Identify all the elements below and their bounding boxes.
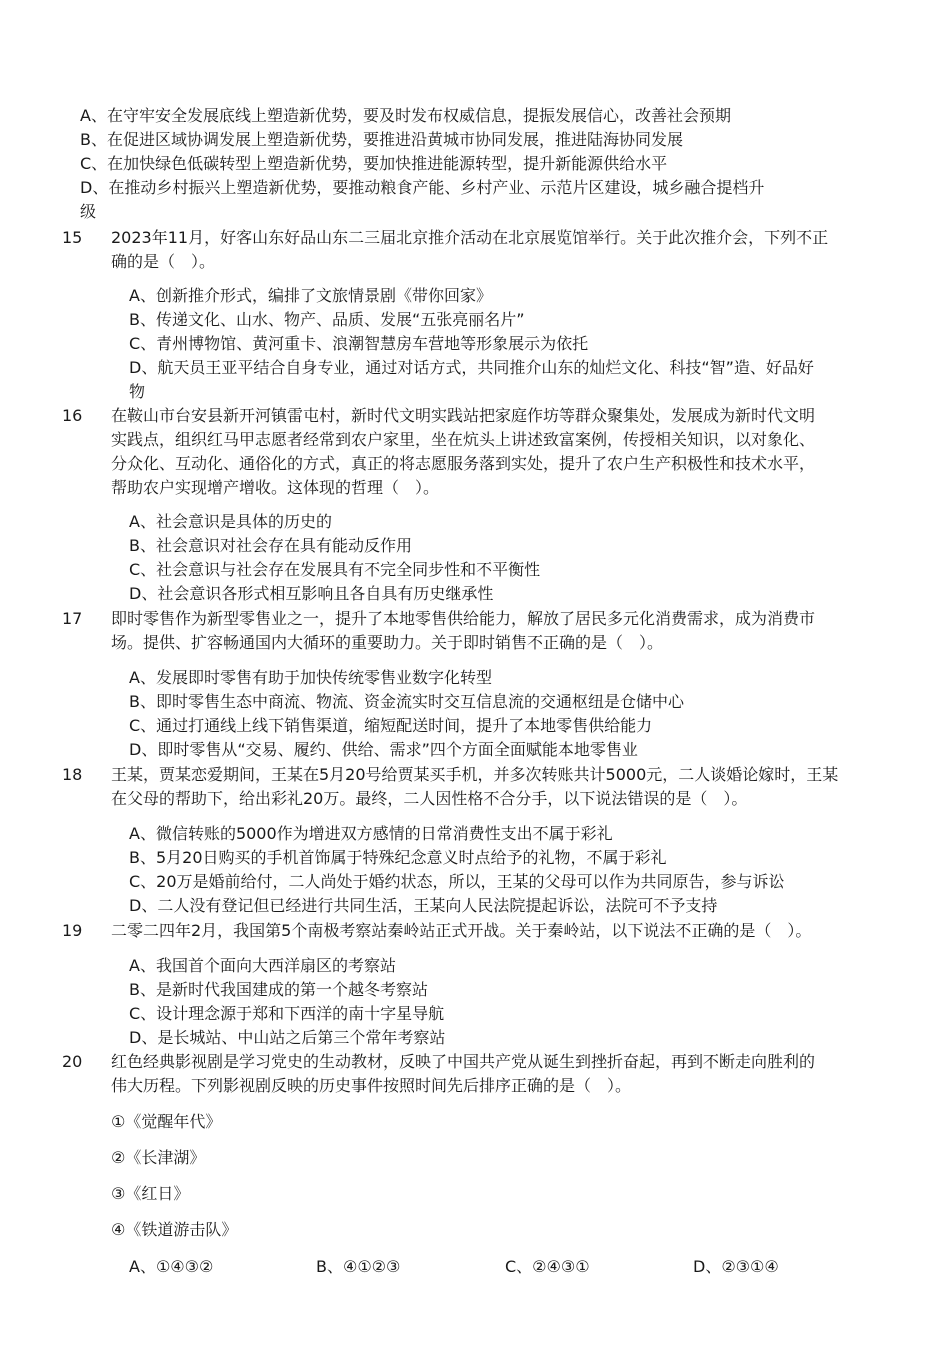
q15-option-d[interactable]: D、航天员王亚平结合自身专业，通过对话方式，共同推介山东的灿烂文化、科技“智”造、好品好 xyxy=(129,358,814,377)
q16-option-c[interactable]: C、社会意识与社会存在发展具有不完全同步性和不平衡性 xyxy=(129,560,541,579)
question-17-stem-line-1: 即时零售作为新型零售业之一，提升了本地零售供给能力，解放了居民多元化消费需求，成为消费市 xyxy=(111,609,816,628)
question-number-16: 16 xyxy=(62,406,83,425)
question-17-stem-line-2: 场。提供、扩容畅通国内大循环的重要助力。关于即时销售不正确的是（ ）。 xyxy=(111,633,664,652)
q18-option-b[interactable]: B、5月20日购买的手机首饰属于特殊纪念意义时点给予的礼物，不属于彩礼 xyxy=(129,848,667,867)
q15-option-c[interactable]: C、青州博物馆、黄河重卡、浪潮智慧房车营地等形象展示为依托 xyxy=(129,334,589,353)
q14-option-b[interactable]: B、在促进区域协调发展上塑造新优势，要推进沿黄城市协同发展，推进陆海协同发展 xyxy=(80,130,683,149)
q20-item-4: ④《铁道游击队》 xyxy=(111,1220,238,1239)
question-number-20: 20 xyxy=(62,1052,83,1071)
question-number-15: 15 xyxy=(62,228,83,247)
question-number-17: 17 xyxy=(62,609,83,628)
question-16-stem-line-2: 实践点，组织红马甲志愿者经常到农户家里，坐在炕头上讲述致富案例，传授相关知识，以对象化、 xyxy=(111,430,816,449)
q20-item-1: ①《觉醒年代》 xyxy=(111,1112,222,1131)
question-15-stem-line-2: 确的是（ ）。 xyxy=(111,252,216,271)
q16-option-a[interactable]: A、社会意识是具体的历史的 xyxy=(129,512,332,531)
q19-option-d[interactable]: D、是长城站、中山站之后第三个常年考察站 xyxy=(129,1028,446,1047)
q15-option-b[interactable]: B、传递文化、山水、物产、品质、发展“五张亮丽名片” xyxy=(129,310,525,329)
q18-option-d[interactable]: D、二人没有登记但已经进行共同生活，王某向人民法院提起诉讼，法院可不予支持 xyxy=(129,896,718,915)
q19-option-b[interactable]: B、是新时代我国建成的第一个越冬考察站 xyxy=(129,980,428,999)
q18-option-c[interactable]: C、20万是婚前给付，二人尚处于婚约状态，所以，王某的父母可以作为共同原告，参与诉讼 xyxy=(129,872,785,891)
q20-item-3: ③《红日》 xyxy=(111,1184,190,1203)
q16-option-d[interactable]: D、社会意识各形式相互影响且各自具有历史继承性 xyxy=(129,584,494,603)
q18-option-a[interactable]: A、微信转账的5000作为增进双方感情的日常消费性支出不属于彩礼 xyxy=(129,824,613,843)
question-number-18: 18 xyxy=(62,765,83,784)
q16-option-b[interactable]: B、社会意识对社会存在具有能动反作用 xyxy=(129,536,412,555)
q20-option-b[interactable]: B、④①②③ xyxy=(316,1257,401,1276)
question-15-stem-line-1: 2023年11月，好客山东好品山东二三届北京推介活动在北京展览馆举行。关于此次推介会，下列不正 xyxy=(111,228,829,247)
question-number-19: 19 xyxy=(62,921,83,940)
q17-option-c[interactable]: C、通过打通线上线下销售渠道，缩短配送时间，提升了本地零售供给能力 xyxy=(129,716,653,735)
q20-option-d[interactable]: D、②③①④ xyxy=(693,1257,779,1276)
q17-option-b[interactable]: B、即时零售生态中商流、物流、资金流实时交互信息流的交通枢纽是仓储中心 xyxy=(129,692,684,711)
question-16-stem-line-1: 在鞍山市台安县新开河镇雷屯村，新时代文明实践站把家庭作坊等群众聚集处，发展成为新时代文明 xyxy=(111,406,816,425)
q15-option-d-continued: 物 xyxy=(129,382,146,401)
q17-option-d[interactable]: D、即时零售从“交易、履约、供给、需求”四个方面全面赋能本地零售业 xyxy=(129,740,638,759)
question-16-stem-line-3: 分众化、互动化、通俗化的方式，真正的将志愿服务落到实处，提升了农户生产积极性和技术水平， xyxy=(111,454,816,473)
question-16-stem-line-4: 帮助农户实现增产增收。这体现的哲理（ ）。 xyxy=(111,478,440,497)
q14-option-d-continued: 级 xyxy=(80,202,97,221)
question-18-stem-line-1: 王某，贾某恋爱期间，王某在5月20号给贾某买手机，并多次转账共计5000元，二人谈婚论嫁时，王某 xyxy=(111,765,839,784)
q19-option-c[interactable]: C、设计理念源于郑和下西洋的南十字星导航 xyxy=(129,1004,445,1023)
q17-option-a[interactable]: A、发展即时零售有助于加快传统零售业数字化转型 xyxy=(129,668,492,687)
q14-option-d[interactable]: D、在推动乡村振兴上塑造新优势，要推动粮食产能、乡村产业、示范片区建设，城乡融合提档升 xyxy=(80,178,765,197)
question-18-stem-line-2: 在父母的帮助下，给出彩礼20万。最终，二人因性格不合分手，以下说法错误的是（ ）。 xyxy=(111,789,748,808)
q14-option-c[interactable]: C、在加快绿色低碳转型上塑造新优势，要加快推进能源转型，提升新能源供给水平 xyxy=(80,154,668,173)
q15-option-a[interactable]: A、创新推介形式，编排了文旅情景剧《带你回家》 xyxy=(129,286,492,305)
q20-option-a[interactable]: A、①④③② xyxy=(129,1257,214,1276)
q20-option-c[interactable]: C、②④③① xyxy=(505,1257,590,1276)
q19-option-a[interactable]: A、我国首个面向大西洋扇区的考察站 xyxy=(129,956,396,975)
question-20-stem-line-2: 伟大历程。下列影视剧反映的历史事件按照时间先后排序正确的是（ ）。 xyxy=(111,1076,632,1095)
q20-item-2: ②《长津湖》 xyxy=(111,1148,206,1167)
question-20-stem-line-1: 红色经典影视剧是学习党史的生动教材，反映了中国共产党从诞生到挫折奋起，再到不断走向胜利的 xyxy=(111,1052,816,1071)
q14-option-a[interactable]: A、在守牢安全发展底线上塑造新优势，要及时发布权威信息，提振发展信心，改善社会预期 xyxy=(80,106,731,125)
question-19-stem-line-1: 二零二四年2月，我国第5个南极考察站秦岭站正式开战。关于秦岭站，以下说法不正确的是（ ）。 xyxy=(111,921,812,940)
